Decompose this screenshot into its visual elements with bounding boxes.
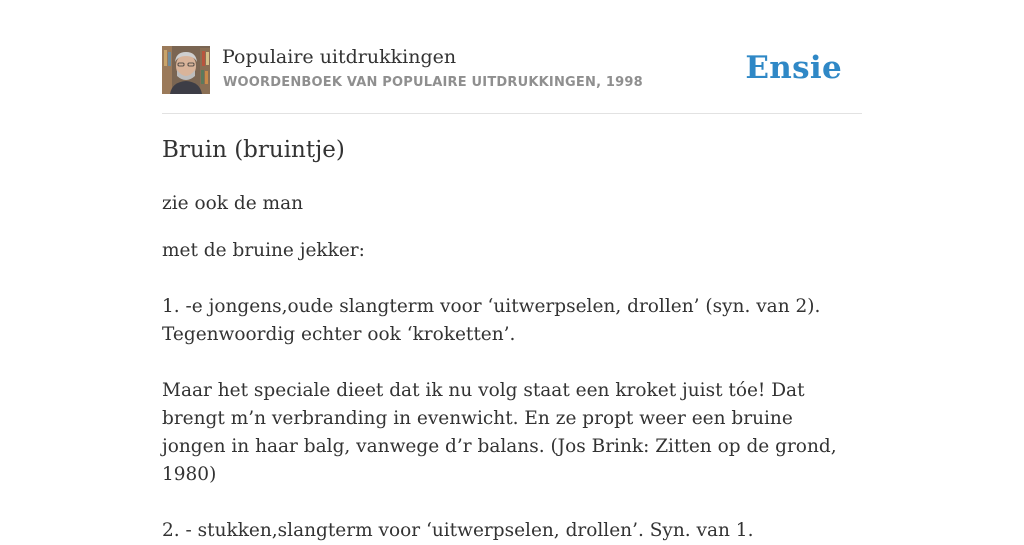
author-portrait-icon (162, 46, 210, 94)
source-header (162, 46, 862, 96)
author-avatar[interactable] (162, 46, 210, 94)
ensie-logo-link[interactable]: Ensie (745, 50, 842, 86)
spacer (162, 349, 862, 377)
entry-content (162, 190, 862, 545)
see-also-text: zie ook de man (162, 193, 304, 214)
spacer (162, 489, 862, 517)
definition-1: 1. -e jongens,oude slangterm voor ‘uitwerpselen, drollen’ (syn. van 2). Tegenwoordig echter ook ‘kroketten’. (162, 296, 821, 345)
spacer (162, 265, 862, 293)
source-subtitle: WOORDENBOEK VAN POPULAIRE UITDRUKKINGEN, 1998 (223, 75, 643, 90)
quote-1: Maar het speciale dieet dat ik nu volg staat een kroket juist tóe! Dat brengt m’n verbranding in evenwicht. En ze propt weer een bruine jongen in haar balg, vanwege d’r balans. (Jos Brink: Zitten op de grond, 1980) (162, 380, 837, 485)
source-title[interactable]: Populaire uitdrukkingen (222, 46, 457, 68)
entry-title: Bruin (bruintje) (162, 137, 345, 163)
header-divider (162, 113, 862, 114)
entry-intro: met de bruine jekker: (162, 240, 365, 261)
page (162, 0, 862, 541)
definition-2: 2. - stukken,slangterm voor ‘uitwerpselen, drollen’. Syn. van 1. (162, 520, 754, 541)
